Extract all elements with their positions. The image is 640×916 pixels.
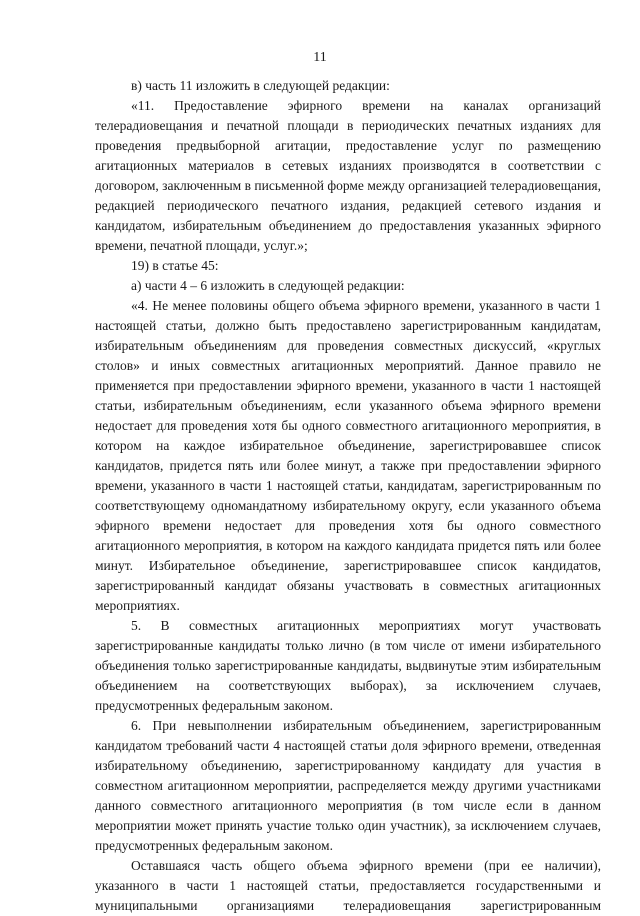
paragraph-remaining-time-text: Оставшаяся часть общего объема эфирного времени (при ее наличии), указанного в части 1 настоящей статьи, предоставляется государственными и муниципальными организациями телерадиовещания зарегистрированным xyxy=(95,858,601,913)
paragraph-part-4-text: «4. Не менее половины общего объема эфирного времени, указанного в части 1 настоящей статьи, должно быть предоставлено зарегистрированным кандидатам, избирательным объединениям для проведения совместных дискуссий, «круглых столов» и иных совместных агитационных мероприятий. Данное правило не применяется при предоставлении эфирного времени, указанного в части 1 настоящей статьи, избирательным объединениям, если указанного объема эфирного времени недостает для проведения хотя бы одного совместного агитационного мероприятия, в котором на каждое избирательное объединение, зарегистрировавшее список кандидатов, придется пять или более минут, а также при предоставлении эфирного времени, указанного в части 1 настоящей статьи, кандидатам, зарегистрированным по соответствующему одномандатному избирательному округу, если указанного объема эфирного времени недостает для проведения хотя бы одного совместного агитационного мероприятия, в котором на каждого кандидата придется пять или более минут. Избирательное объединение, зарегистрировавшее список кандидатов, зарегистрированный кандидат обязаны участвовать в совместных агитационных мероприятиях. xyxy=(95,298,601,613)
paragraph-item-19: 19) в статье 45: xyxy=(131,258,219,273)
page-number: 11 xyxy=(313,50,327,65)
document-body xyxy=(95,76,601,916)
paragraph-parts-4-6-intro: а) части 4 – 6 изложить в следующей редакции: xyxy=(131,278,405,293)
paragraph-part-5-text: 5. В совместных агитационных мероприятиях могут участвовать зарегистрированные кандидаты только лично (в том числе от имени избирательного объединения только зарегистрированные кандидаты, выдвинутые этим избирательным объединением на соответствующих выборах), за исключением случаев, предусмотренных федеральным законом. xyxy=(95,618,601,713)
paragraph-amendment-11-intro: в) часть 11 изложить в следующей редакции: xyxy=(131,78,390,93)
paragraph-part-6-text: 6. При невыполнении избирательным объединением, зарегистрированным кандидатом требований части 4 настоящей статьи доля эфирного времени, отведенная избирательному объединению, зарегистрированному кандидату для участия в совместном агитационном мероприятии, распределяется между другими участниками данного совместного агитационного мероприятия (в том числе если в данном мероприятии может принять участие только один участник), за исключением случаев, предусмотренных федеральным законом. xyxy=(95,718,601,853)
paragraph-part-11-text: «11. Предоставление эфирного времени на каналах организаций телерадиовещания и печатной площади в периодических печатных изданиях для проведения предвыборной агитации, предоставление услуг по размещению агитационных материалов в сетевых изданиях производятся в соответствии с договором, заключенным в письменной форме между организацией телерадиовещания, редакцией периодического печатного издания, редакцией сетевого издания и кандидатом, избирательным объединением до предоставления указанных эфирного времени, печатной площади, услуг.»; xyxy=(95,98,601,253)
